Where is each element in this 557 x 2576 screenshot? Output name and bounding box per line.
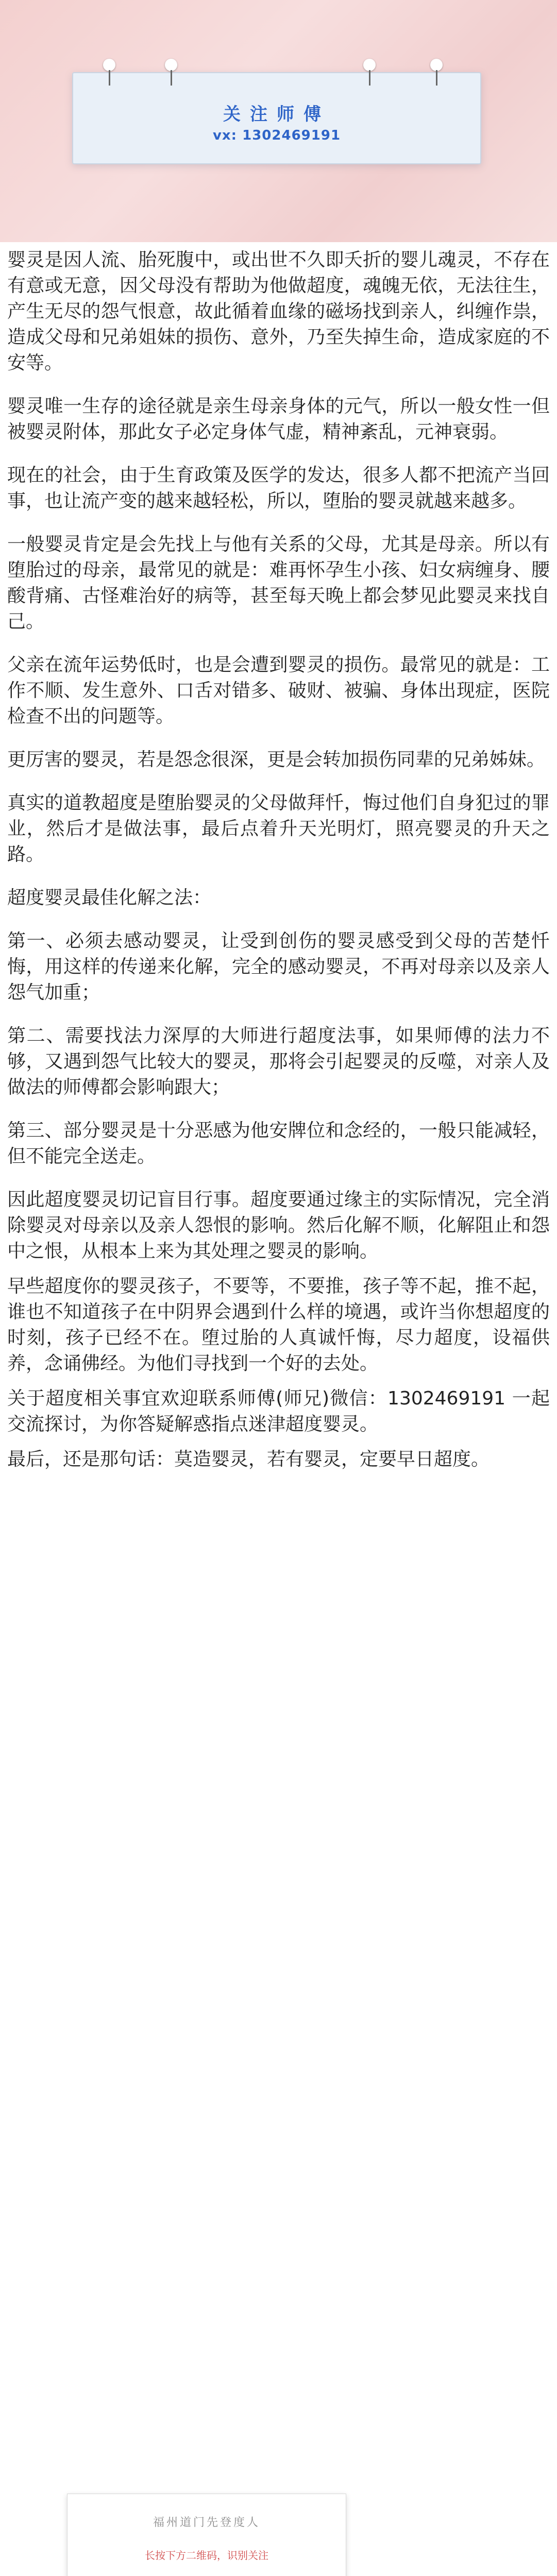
paragraph: 婴灵是因人流、胎死腹中，或出世不久即夭折的婴儿魂灵，不存在有意或无意，因父母没有帮助为他做超度，魂魄无依，无法往生，产生无尽的怨气恨意，故此循着血缘的磁场找到亲人，纠缠作祟，造成父母和兄弟姐妹的损伤、意外，乃至失掉生命，造成家庭的不安等。	[7, 249, 550, 374]
closing-paragraph: 最后，还是那句话：莫造婴灵，若有婴灵，定要早日超度。	[7, 1449, 490, 1470]
paragraph: 第二、需要找法力深厚的大师进行超度法事，如果师傅的法力不够，又遇到怨气比较大的婴灵，那将会引起婴灵的反噬，对亲人及做法的师傅都会影响跟大；	[7, 1025, 550, 1098]
banner-contact: vx: 1302469191	[212, 128, 341, 143]
paragraph: 第三、部分婴灵是十分恶感为他安牌位和念经的，一般只能减轻，但不能完全送走。	[7, 1120, 550, 1167]
paragraph: 更厉害的婴灵，若是怨念很深，更是会转加损伤同辈的兄弟姊妹。	[7, 749, 546, 770]
qr-card	[67, 2494, 346, 2576]
paragraph: 第一、必须去感动婴灵，让受到创伤的婴灵感受到父母的苦楚忏悔，用这样的传递来化解，完全的感动婴灵，不再对母亲以及亲人怨气加重；	[7, 930, 550, 1003]
article-body	[0, 242, 557, 1472]
follow-plaque	[72, 72, 481, 164]
paragraph: 父亲在流年运势低时，也是会遭到婴灵的损伤。最常见的就是：工作不顺、发生意外、口舌对错多、破财、被骗、身体出现症，医院检查不出的问题等。	[7, 654, 550, 727]
pin-icon	[429, 59, 444, 87]
section-heading: 超度婴灵最佳化解之法：	[7, 887, 212, 908]
qr-card-org: 福州道门先登度人	[153, 2516, 260, 2529]
contact-paragraph: 关于超度相关事宜欢迎联系师傅(师兄)微信：1302469191 一起交流探讨，为你答疑解惑指点迷津超度婴灵。	[7, 1388, 550, 1435]
pin-icon	[102, 59, 117, 87]
paragraph: 因此超度婴灵切记盲目行事。超度要通过缘主的实际情况，完全消除婴灵对母亲以及亲人怨恨的影响。然后化解不顺，化解阻止和怨中之恨，从根本上来为其处理之婴灵的影响。	[7, 1189, 550, 1262]
paragraph: 早些超度你的婴灵孩子，不要等，不要推，孩子等不起，推不起，谁也不知道孩子在中阴界会遇到什么样的境遇，或许当你想超度的时刻，孩子已经不在。堕过胎的人真诚忏悔，尽力超度，设福供养，念诵佛经。为他们寻找到一个好的去处。	[7, 1276, 550, 1374]
pin-icon	[163, 59, 179, 87]
banner-title: 关注师傅	[223, 104, 330, 125]
paragraph: 一般婴灵肯定是会先找上与他有关系的父母，尤其是母亲。所以有堕胎过的母亲，最常见的就是：难再怀孕生小孩、妇女病缠身、腰酸背痛、古怪难治好的病等，甚至每天晚上都会梦见此婴灵来找自己。	[7, 534, 550, 632]
header-banner	[0, 0, 557, 242]
pin-icon	[362, 59, 377, 87]
paragraph: 现在的社会，由于生育政策及医学的发达，很多人都不把流产当回事，也让流产变的越来越轻松，所以，堕胎的婴灵就越来越多。	[7, 465, 550, 512]
paragraph: 真实的道教超度是堕胎婴灵的父母做拜忏，悔过他们自身犯过的罪业，然后才是做法事，最后点着升天光明灯，照亮婴灵的升天之路。	[7, 792, 550, 865]
qr-card-hint: 长按下方二维码，识别关注	[145, 2549, 268, 2562]
paragraph: 婴灵唯一生存的途径就是亲生母亲身体的元气，所以一般女性一但被婴灵附体，那此女子必定身体气虚，精神紊乱，元神衰弱。	[7, 396, 550, 443]
